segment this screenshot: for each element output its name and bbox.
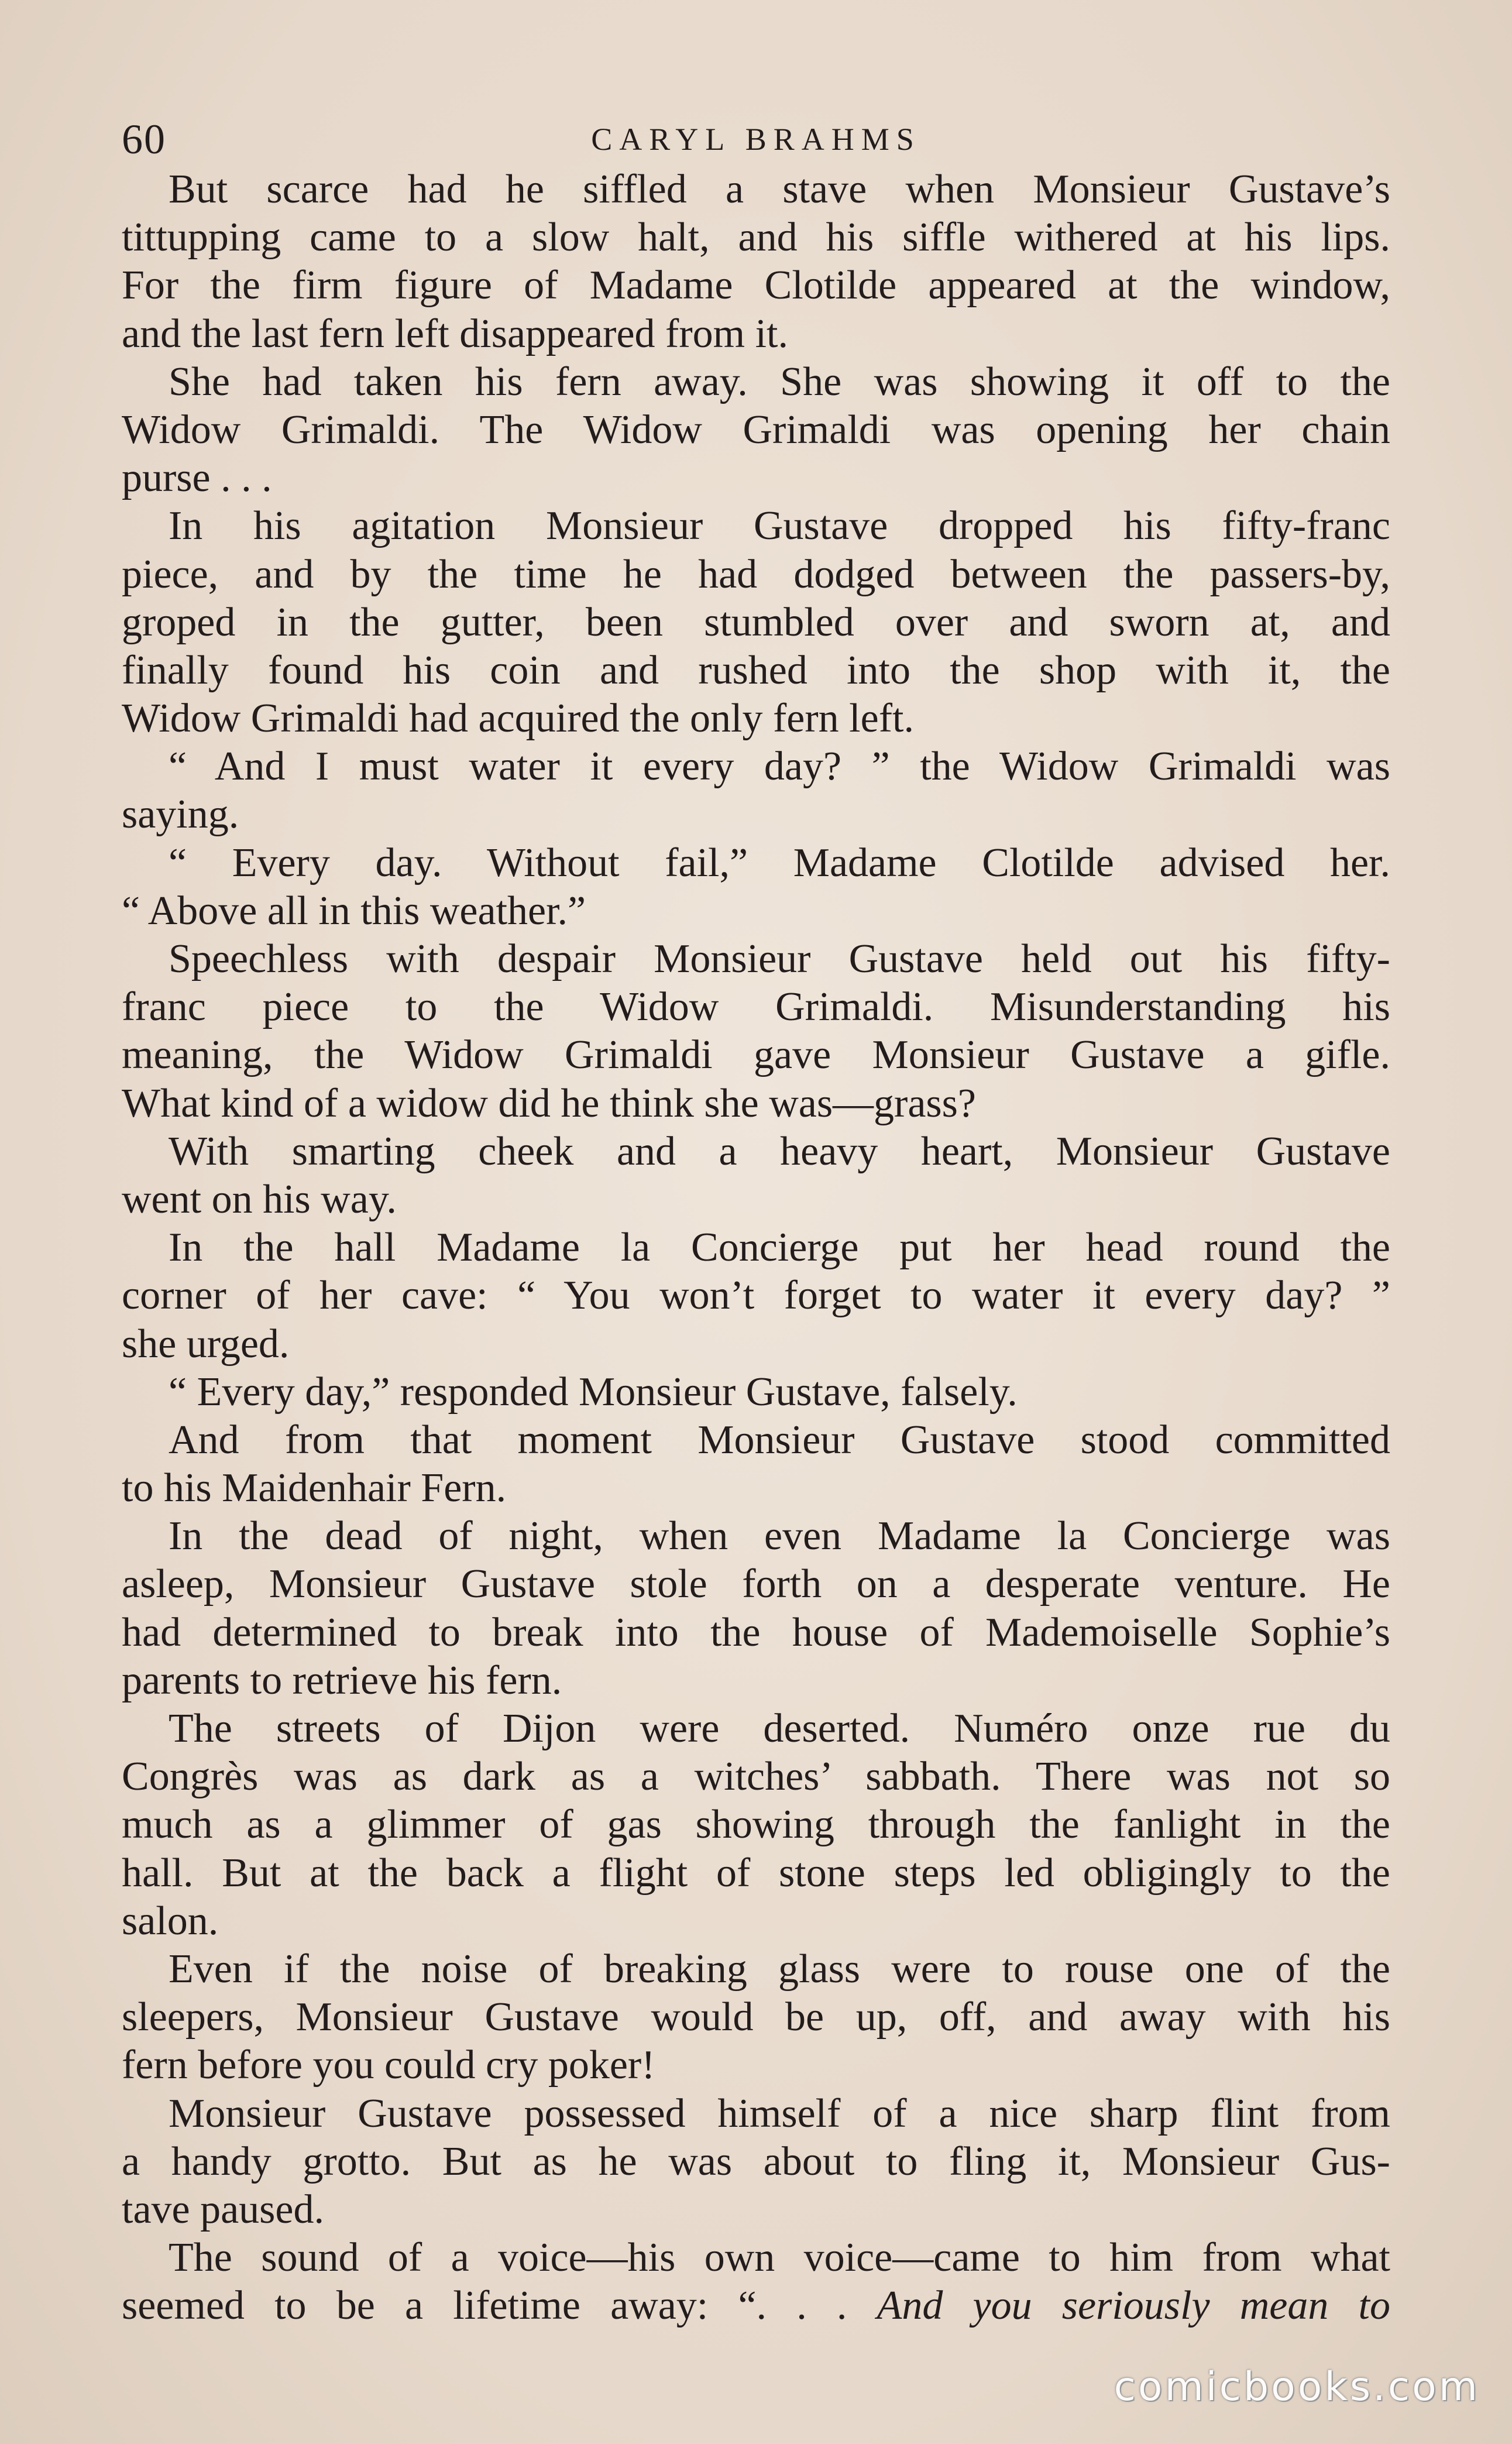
- italic-text: And you seriously mean to: [877, 2283, 1391, 2329]
- text-line: [122, 1657, 1390, 1705]
- text-line: [122, 262, 1390, 310]
- text-line-content: In his agitation Monsieur Gustave dropped his fifty-franc: [169, 503, 1390, 549]
- text-line: [122, 791, 1390, 839]
- text-line: [122, 599, 1390, 647]
- text-line-content: Widow Grimaldi. The Widow Grimaldi was opening her chain: [122, 407, 1390, 452]
- text-line: [122, 743, 1390, 791]
- text-line: [122, 1609, 1390, 1657]
- text-line: [122, 1849, 1390, 1897]
- text-line: [122, 983, 1390, 1031]
- text-line: [122, 887, 1390, 935]
- text-line-content: franc piece to the Widow Grimaldi. Misunderstanding his: [122, 984, 1390, 1030]
- text-line: [122, 2186, 1390, 2234]
- text-line-content: parents to retrieve his fern.: [122, 1657, 562, 1703]
- text-line-content: She had taken his fern away. She was showing it off to the: [169, 359, 1390, 404]
- text-line-content: to his Maidenhair Fern.: [122, 1465, 507, 1511]
- text-line-content: In the hall Madame la Concierge put her head round the: [169, 1225, 1390, 1271]
- text-line: [122, 1897, 1390, 1945]
- body-text: [122, 166, 1390, 2330]
- text-line: [122, 1224, 1390, 1272]
- text-line-content: meaning, the Widow Grimaldi gave Monsieur Gustave a gifle.: [122, 1032, 1390, 1078]
- text-line: [122, 1993, 1390, 2041]
- text-line: [122, 1416, 1390, 1464]
- text-line-content: seemed to be a lifetime away: “. . .: [122, 2283, 877, 2329]
- text-line: [122, 166, 1390, 214]
- text-line-content: With smarting cheek and a heavy heart, Monsieur Gustave: [169, 1128, 1390, 1174]
- text-line-content: fern before you could cry poker!: [122, 2043, 655, 2088]
- page-header: [0, 104, 1512, 174]
- text-line: [122, 2282, 1390, 2330]
- text-line-content: Even if the noise of breaking glass were to rouse one of the: [169, 1946, 1390, 1992]
- text-line-content: corner of her cave: “ You won’t forget to water it every day? ”: [122, 1273, 1390, 1319]
- watermark: comicbooks.com: [1114, 2364, 1480, 2410]
- text-line: [122, 1128, 1390, 1176]
- text-line-content: The streets of Dijon were deserted. Numéro onze rue du: [169, 1706, 1390, 1751]
- text-line-content: finally found his coin and rushed into the shop with it, the: [122, 647, 1390, 693]
- text-line-content: had determined to break into the house of Mademoiselle Sophie’s: [122, 1609, 1390, 1655]
- text-line-content: But scarce had he siffled a stave when Monsieur Gustave’s: [169, 167, 1390, 212]
- text-line-content: In the dead of night, when even Madame la Concierge was: [169, 1513, 1390, 1559]
- text-line: [122, 1176, 1390, 1224]
- text-line: [122, 358, 1390, 406]
- text-line-content: And from that moment Monsieur Gustave stood committed: [169, 1417, 1390, 1463]
- text-line: [122, 1560, 1390, 1608]
- text-line: [122, 2234, 1390, 2282]
- text-line: [122, 1368, 1390, 1416]
- text-line-content: purse . . .: [122, 455, 272, 501]
- text-line-content: went on his way.: [122, 1176, 397, 1222]
- text-line: [122, 695, 1390, 743]
- text-line-content: salon.: [122, 1898, 219, 1944]
- running-head: CARYL BRAHMS: [591, 122, 921, 157]
- text-line-content: Speechless with despair Monsieur Gustave held out his fifty-: [169, 936, 1390, 981]
- text-line-content: groped in the gutter, been stumbled over and sworn at, and: [122, 599, 1390, 645]
- text-line: [122, 310, 1390, 358]
- text-line: [122, 1272, 1390, 1320]
- text-line-content: Widow Grimaldi had acquired the only fern left.: [122, 696, 914, 742]
- text-line: [122, 502, 1390, 550]
- text-line: [122, 1031, 1390, 1079]
- text-line-content: much as a glimmer of gas showing through the fanlight in the: [122, 1802, 1390, 1848]
- text-line: [122, 2090, 1390, 2138]
- text-line: [122, 406, 1390, 454]
- text-line: [122, 935, 1390, 983]
- text-line: [122, 1512, 1390, 1560]
- text-line-content: saying.: [122, 792, 239, 837]
- text-line: [122, 839, 1390, 887]
- text-line: [122, 1320, 1390, 1368]
- text-line: [122, 647, 1390, 695]
- text-line-content: she urged.: [122, 1321, 290, 1367]
- text-line-content: a handy grotto. But as he was about to fling it, Monsieur Gus-: [122, 2138, 1390, 2184]
- text-line: [122, 1080, 1390, 1128]
- text-line: [122, 551, 1390, 599]
- text-line-content: tittupping came to a slow halt, and his siffle withered at his lips.: [122, 215, 1390, 260]
- text-line: [122, 454, 1390, 502]
- text-line: [122, 1945, 1390, 1993]
- text-line: [122, 2041, 1390, 2089]
- text-line: [122, 214, 1390, 262]
- text-line-content: For the firm figure of Madame Clotilde appeared at the window,: [122, 263, 1390, 308]
- text-line-content: asleep, Monsieur Gustave stole forth on a desperate venture. He: [122, 1561, 1390, 1607]
- text-line-content: tave paused.: [122, 2186, 324, 2232]
- text-line-content: “ And I must water it every day? ” the Widow Grimaldi was: [169, 744, 1390, 790]
- text-line: [122, 1801, 1390, 1849]
- text-line-content: piece, and by the time he had dodged between the passers-by,: [122, 551, 1390, 597]
- text-line: [122, 1464, 1390, 1512]
- text-line-content: “ Above all in this weather.”: [122, 888, 586, 933]
- text-line: [122, 1753, 1390, 1801]
- text-line: [122, 2138, 1390, 2186]
- text-line-content: hall. But at the back a flight of stone steps led obligingly to the: [122, 1850, 1390, 1896]
- text-line-content: The sound of a voice—his own voice—came to him from what: [169, 2235, 1390, 2281]
- page-number: 60: [122, 116, 166, 163]
- text-line-content: “ Every day,” responded Monsieur Gustave, falsely.: [169, 1369, 1018, 1415]
- text-line-content: and the last fern left disappeared from it.: [122, 311, 789, 356]
- text-line-content: What kind of a widow did he think she was—grass?: [122, 1080, 976, 1126]
- text-line-content: Monsieur Gustave possessed himself of a nice sharp flint from: [169, 2091, 1390, 2136]
- text-line: [122, 1705, 1390, 1753]
- text-line-content: “ Every day. Without fail,” Madame Clotilde advised her.: [169, 840, 1390, 885]
- text-line-content: Congrès was as dark as a witches’ sabbath. There was not so: [122, 1754, 1390, 1800]
- text-line-content: sleepers, Monsieur Gustave would be up, off, and away with his: [122, 1995, 1390, 2040]
